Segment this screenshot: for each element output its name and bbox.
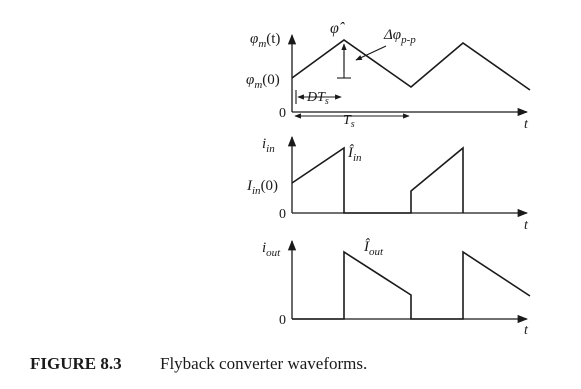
flux-ripple-label: $\Delta\varphi_{p-p}$	[384, 27, 416, 46]
caption-label: FIGURE 8.3	[30, 354, 122, 373]
figure-caption	[30, 354, 367, 373]
input-current-panel	[246, 136, 529, 233]
flux-y-label: $\varphi_m(t)$	[250, 31, 281, 50]
flux-zero-label: 0	[279, 106, 286, 121]
iin-waveform	[292, 148, 463, 213]
flux-waveform	[292, 40, 530, 90]
dts-label: $DT_s$	[307, 90, 329, 107]
iin-peak-label: $Î_{in}$	[348, 145, 362, 164]
iout-waveform	[292, 252, 530, 319]
iout-y-label: $i_{out}$	[262, 240, 281, 259]
iin-offset-label: $I_{in}(0)$	[247, 178, 279, 197]
flux-peak-label: φ̂	[330, 20, 339, 37]
iin-zero-label: 0	[279, 207, 286, 222]
output-current-panel	[262, 238, 530, 338]
iin-x-label: t	[524, 218, 528, 233]
flux-x-label: t	[524, 117, 528, 132]
iout-peak-label: $Î_{out}$	[364, 239, 384, 258]
iout-x-label: t	[524, 323, 528, 338]
iout-zero-label: 0	[279, 313, 286, 328]
ripple-pointer-arrow	[356, 46, 386, 60]
ts-label: $T_s$	[343, 113, 355, 130]
iin-y-label: $i_{in}$	[262, 136, 275, 155]
flux-offset-label: $\varphi_m(0)$	[246, 72, 280, 91]
flux-panel	[246, 20, 530, 132]
caption-text: Flyback converter waveforms.	[160, 354, 368, 373]
